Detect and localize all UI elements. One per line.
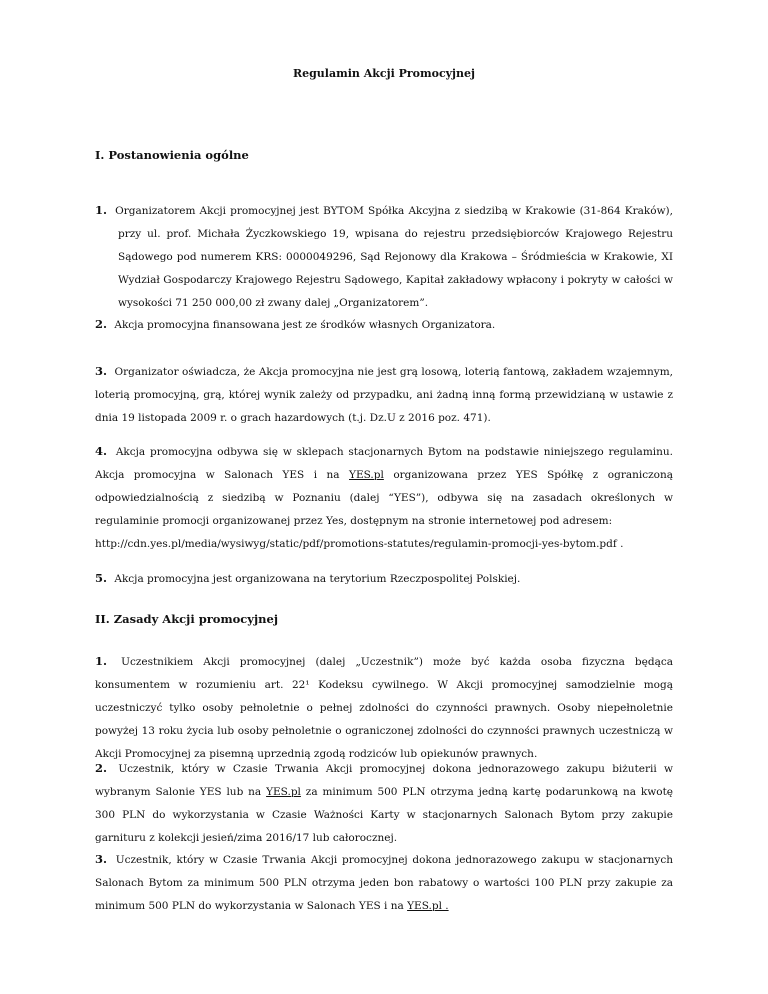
paragraph-number: 2. xyxy=(95,761,108,775)
paragraph-text: Organizatorem Akcji promocyjnej jest BYTOM Spółka Akcyjna z siedzibą w Krakowie (31-864 Kraków), przy ul. prof. Michała Życzkowskiego 19, wpisana do rejestru przedsiębiorców Krajowego Rejestru Sądowego pod numerem KRS: 0000049296, Sąd Rejonowy dla Krakowa – Śródmieścia w Krakowie, XI Wydział Gospodarczy Krajowego Rejestru Sądowego, Kapitał zakładowy wpłacony i pokryty w całości w wysokości 71 250 000,00 zł zwany dalej „Organizatorem”. xyxy=(115,205,673,309)
paragraph-text: Akcja promocyjna finansowana jest ze środków własnych Organizatora. xyxy=(114,319,496,331)
section-2-paragraph-3 xyxy=(95,848,673,918)
paragraph-number: 3. xyxy=(95,364,108,378)
paragraph-number: 1. xyxy=(95,654,108,668)
paragraph-text: za minimum 500 PLN otrzyma jedną kartę podarunkową na kwotę 300 PLN do wykorzystania w Czasie Ważności Karty w stacjonarnych Salonach Bytom przy zakupie garnituru z kolekcji jesień/zima 2016/17 lub całorocznej. xyxy=(95,786,673,844)
section-2-heading: II. Zasady Akcji promocyjnej xyxy=(95,612,278,626)
paragraph-number: 5. xyxy=(95,571,108,585)
document-title: Regulamin Akcji Promocyjnej xyxy=(292,67,476,80)
section-2-paragraph-2 xyxy=(95,757,673,850)
yes-link[interactable]: YES.pl xyxy=(266,786,301,798)
section-1-paragraph-1 xyxy=(95,199,673,315)
paragraph-number: 3. xyxy=(95,852,108,866)
paragraph-text: Uczestnikiem Akcji promocyjnej (dalej „Uczestnik”) może być każda osoba fizyczna będąca konsumentem w rozumieniu art. 22¹ Kodeksu cywilnego. W Akcji promocyjnej samodzielnie mogą uczestniczyć tylko osoby pełnoletnie o pełnej zdolności do czynności prawnych. Osoby niepełnoletnie powyżej 13 roku życia lub osoby pełnoletnie o ograniczonej zdolności do czynności prawnych uczestniczą w Akcji Promocyjnej za pisemną uprzednią zgodą rodziców lub opiekunów prawnych. xyxy=(95,656,673,760)
paragraph-text: Organizator oświadcza, że Akcja promocyjna nie jest grą losową, loterią fantową, zakładem wzajemnym, loterią promocyjną, grą, której wynik zależy od przypadku, ani żadną inną formą przewidzianą w ustawie z dnia 19 listopada 2009 r. o grach hazardowych (t.j. Dz.U z 2016 poz. 471). xyxy=(95,366,673,424)
section-1-paragraph-3 xyxy=(95,360,673,430)
paragraph-number: 1. xyxy=(95,203,108,217)
section-2-paragraph-1 xyxy=(95,650,673,766)
paragraph-text: Uczestnik, który w Czasie Trwania Akcji promocyjnej dokona jednorazowego zakupu biżuterii w wybranym Salonie YES lub na xyxy=(95,763,674,798)
section-1-paragraph-4 xyxy=(95,440,673,556)
section-1-paragraph-5 xyxy=(95,567,673,591)
paragraph-text: Uczestnik, który w Czasie Trwania Akcji promocyjnej dokona jednorazowego zakupu w stacjonarnych Salonach Bytom za minimum 500 PLN otrzyma jeden bon rabatowy o wartości 100 PLN przy zakupie za minimum 500 PLN do wykorzystania w Salonach YES i na xyxy=(95,854,673,912)
promotion-url[interactable]: http://cdn.yes.pl/media/wysiwyg/static/pdf/promotions-statutes/regulamin-promocji-yes-bytom.pdf . xyxy=(95,538,624,550)
paragraph-text: Akcja promocyjna odbywa się w sklepach stacjonarnych Bytom na podstawie niniejszego regulaminu. Akcja promocyjna w Salonach YES i na xyxy=(95,446,673,481)
yes-link[interactable]: YES.pl xyxy=(349,469,384,481)
paragraph-number: 2. xyxy=(95,317,108,331)
yes-link[interactable]: YES.pl . xyxy=(407,900,449,912)
paragraph-text: organizowana przez YES Spółkę z ograniczoną odpowiedzialnością z siedzibą w Poznaniu (dalej “YES”), odbywa się na zasadach określonych w regulaminie promocji organizowanej przez Yes, dostępnym na stronie internetowej pod adresem: xyxy=(95,469,673,527)
section-1-heading: I. Postanowienia ogólne xyxy=(95,148,249,162)
paragraph-text: Akcja promocyjna jest organizowana na terytorium Rzeczpospolitej Polskiej. xyxy=(114,573,521,585)
section-1-paragraph-2 xyxy=(95,313,673,337)
paragraph-number: 4. xyxy=(95,444,108,458)
